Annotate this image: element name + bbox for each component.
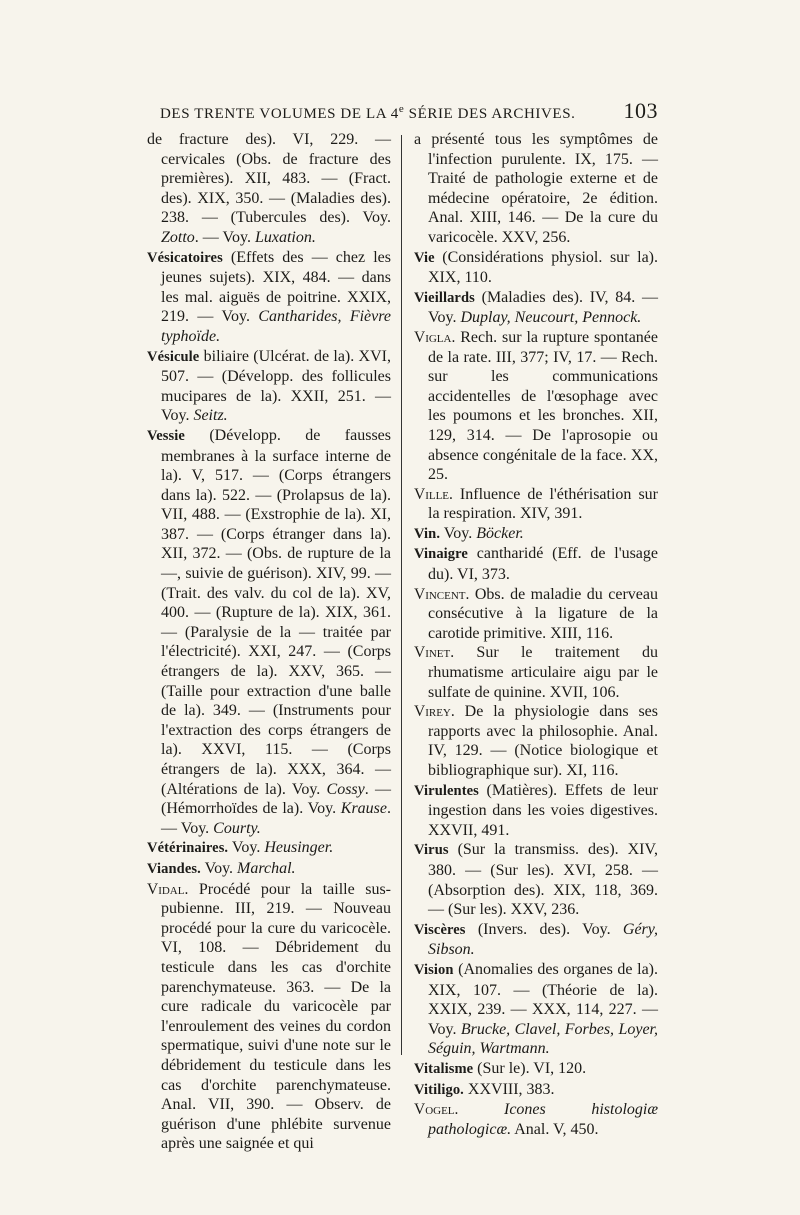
entry-text: De la physiologie dans ses rapports avec la philosophie. Anal. IV, 129. — (Notice biologique et bibliographique sur). XI, 116. (428, 703, 658, 779)
entry-headword: Vin. (414, 525, 441, 542)
entry-text: (Considérations physiol. sur la). XIX, 110. (428, 248, 658, 287)
entry-headword: Vieillards (414, 289, 475, 306)
index-entry (414, 781, 658, 841)
index-entry (147, 880, 391, 1154)
cross-reference: Heusinger. (264, 839, 334, 857)
entry-text: (Matières). Effets de leur ingestion dans les voies digestives. XXVII, 491. (428, 781, 658, 839)
entry-text: Rech. sur la rupture spontanée de la rate. III, 377; IV, 17. — Rech. sur les communications accidentelles de l'œsophage avec les poumons et les bronches. XII, 129, 314. — De l'aprosopie ou absence congénitale de la face. XX, 25. (428, 328, 658, 484)
entry-text: XXVIII, 383. (463, 1080, 555, 1098)
entry-text: (Effets des — chez les jeunes sujets). XIX, 484. — dans les mal. aiguës de poitrine. XXIX, 219. — Voy. (161, 248, 391, 326)
entry-headword: Vétérinaires. (147, 840, 229, 857)
index-entry (414, 702, 658, 780)
entry-text: . — (Hémorrhoïdes de la). Voy. (161, 780, 392, 818)
entry-headword: Virulentes (414, 782, 479, 799)
entry-headword: Ville. (414, 485, 453, 503)
entry-text: Sur le traitement du rhumatisme articulaire aigu par le sulfate de quinine. XVII, 106. (428, 644, 658, 701)
entry-text: Voy. (200, 859, 238, 877)
entry-headword: Vigla. (414, 328, 456, 346)
running-header (160, 98, 658, 128)
entry-text: (Développ. de fausses membranes à la surface interne de la). V, 517. — (Corps étrangers dans la). 522. — (Prolapsus de la). VII, 488. — (Exstrophie de la). XI, 387. — (Corps étranger dans la). XII, 372. — (Obs. de rupture de la —, suivie de guérison). XIV, 99. — (Trait. des valv. du col de la). XV, 400. — (Rupture de la). XIX, 361. — (Paralysie de la — traitée par l'électricité). XXI, 247. — (Corps étrangers de la). XXV, 365. — (Taille pour extraction d'une balle de la). 349. — (Instruments pour l'extraction des corps étrangers de la). XXVI, 115. — (Corps étrangers de la). XXX, 364. — (Altérations de la). Voy. (161, 426, 391, 798)
index-entry (147, 838, 391, 859)
cross-reference: Brucke, Clavel, Forbes, Loyer, Séguin, Wartmann. (428, 1020, 659, 1058)
entry-headword: Virus (414, 842, 449, 859)
index-entry (147, 248, 391, 347)
entry-text: (Invers. des). Voy. (465, 920, 623, 938)
index-entry (414, 585, 658, 644)
cross-reference: Cossy (326, 780, 365, 798)
cross-reference: Böcker. (476, 524, 524, 542)
index-entry (147, 426, 391, 838)
entry-headword: Vincent. (414, 585, 470, 603)
index-entry (414, 248, 658, 288)
index-entry (414, 524, 658, 545)
index-entry (414, 288, 658, 328)
index-entry (414, 328, 658, 485)
index-entry (414, 1100, 658, 1139)
index-entry (147, 347, 391, 426)
entry-text: a présenté tous les symptômes de l'infection purulente. IX, 175. — Traité de pathologie externe et de médecine opératoire, 2e édition. Anal. XIII, 146. — De la cure du varicocèle. XXV, 256. (414, 131, 658, 246)
column-divider (401, 135, 402, 1055)
entry-text: . — Voy. (161, 800, 391, 837)
entry-headword: Vidal. (147, 880, 189, 898)
entry-text: biliaire (Ulcérat. de la). XVI, 507. — (Développ. des follicules mucipares de la). XXII, 251. — Voy. (161, 347, 391, 425)
index-entry (414, 840, 658, 919)
index-entry (147, 859, 391, 880)
entry-headword: Vie (414, 249, 435, 266)
entry-text (458, 1101, 504, 1118)
index-entry-continued (414, 130, 658, 248)
entry-headword: Vinaigre (414, 546, 468, 563)
entry-headword: Virey. (414, 703, 455, 721)
cross-reference: Zotto (161, 228, 195, 246)
cross-reference: Courty. (213, 819, 261, 837)
cross-reference: Krause (340, 800, 387, 818)
entry-headword: Vésicule (147, 348, 200, 365)
entry-text: (Anomalies des organes de la). XIX, 107. — (Théorie de la). XXIX, 239. — XXX, 114, 227. — Voy. (428, 960, 658, 1038)
index-entry (414, 485, 658, 524)
entry-text: Obs. de maladie du cerveau consécutive à la ligature de la carotide primitive. XIII, 116. (428, 585, 658, 642)
right-column (414, 130, 658, 1139)
entry-text: Anal. V, 450. (511, 1120, 599, 1138)
index-entry (414, 1080, 658, 1101)
index-entry (414, 1059, 658, 1080)
cross-reference: Icones histologiæ pathologicæ. (428, 1101, 658, 1138)
cross-reference: Duplay, Neucourt, Pennock. (460, 309, 642, 327)
entry-text: Voy. (228, 839, 265, 857)
entry-headword: Vésicatoires (147, 249, 223, 266)
entry-text: . — Voy. (194, 228, 255, 246)
entry-text: Influence de l'éthérisation sur la respiration. XIV, 391. (428, 485, 658, 523)
index-entry-continued (147, 130, 391, 248)
left-column (147, 130, 391, 1154)
entry-text: (Maladies des). IV, 84. — Voy. (428, 288, 658, 327)
entry-headword: Vogel. (414, 1101, 459, 1119)
index-entry (414, 643, 658, 702)
entry-text: (Sur la transmiss. des). XIV, 380. — (Sur les). XVI, 258. — (Absorption des). XIX, 118, 369. — (Sur les). XXV, 236. (428, 841, 658, 919)
cross-reference: Cantharides, Fièvre typhoïde. (161, 308, 391, 345)
index-entry (414, 544, 658, 584)
page-number: 103 (623, 98, 658, 123)
running-title: DES TRENTE VOLUMES DE LA 4e SÉRIE DES ARCHIVES. (160, 103, 576, 122)
entry-headword: Viscères (414, 921, 466, 938)
cross-reference: Géry, Sibson. (428, 920, 658, 959)
entry-headword: Vitalisme (414, 1060, 474, 1077)
cross-reference: Seitz. (193, 407, 228, 425)
entry-headword: Vitiligo. (414, 1081, 464, 1098)
entry-text: de fracture des). VI, 229. — cervicales (Obs. de fracture des premières). XII, 483. — (Fract. des). XIX, 350. — (Maladies des). 238. — (Tubercules des). Voy. (147, 131, 391, 227)
entry-text: Procédé pour la taille sus-pubienne. III, 219. — Nouveau procédé pour la cure du varicocèle. VI, 108. — Débridement du testicule dans les cas d'orchite parenchymateuse. 363. — De la cure radicale du varicocèle par l'enroulement des veines du cordon spermatique, suivi d'une note sur le débridement du testicule dans les cas d'orchite parenchymateuse. Anal. VII, 390. — Observ. de guérison d'une phlébite survenue après une saignée et qui (161, 880, 391, 1153)
entry-headword: Viandes. (147, 860, 201, 877)
entry-headword: Vessie (147, 427, 185, 444)
entry-text: (Sur le). VI, 120. (473, 1059, 587, 1077)
cross-reference: Luxation. (254, 228, 316, 246)
entry-text: Voy. (440, 524, 477, 542)
index-entry (414, 960, 658, 1059)
cross-reference: Marchal. (237, 859, 296, 877)
entry-text: cantharidé (Eff. de l'usage du). VI, 373. (428, 545, 658, 584)
entry-headword: Vision (414, 961, 454, 978)
index-entry (414, 920, 658, 960)
entry-headword: Vinet. (414, 644, 455, 662)
